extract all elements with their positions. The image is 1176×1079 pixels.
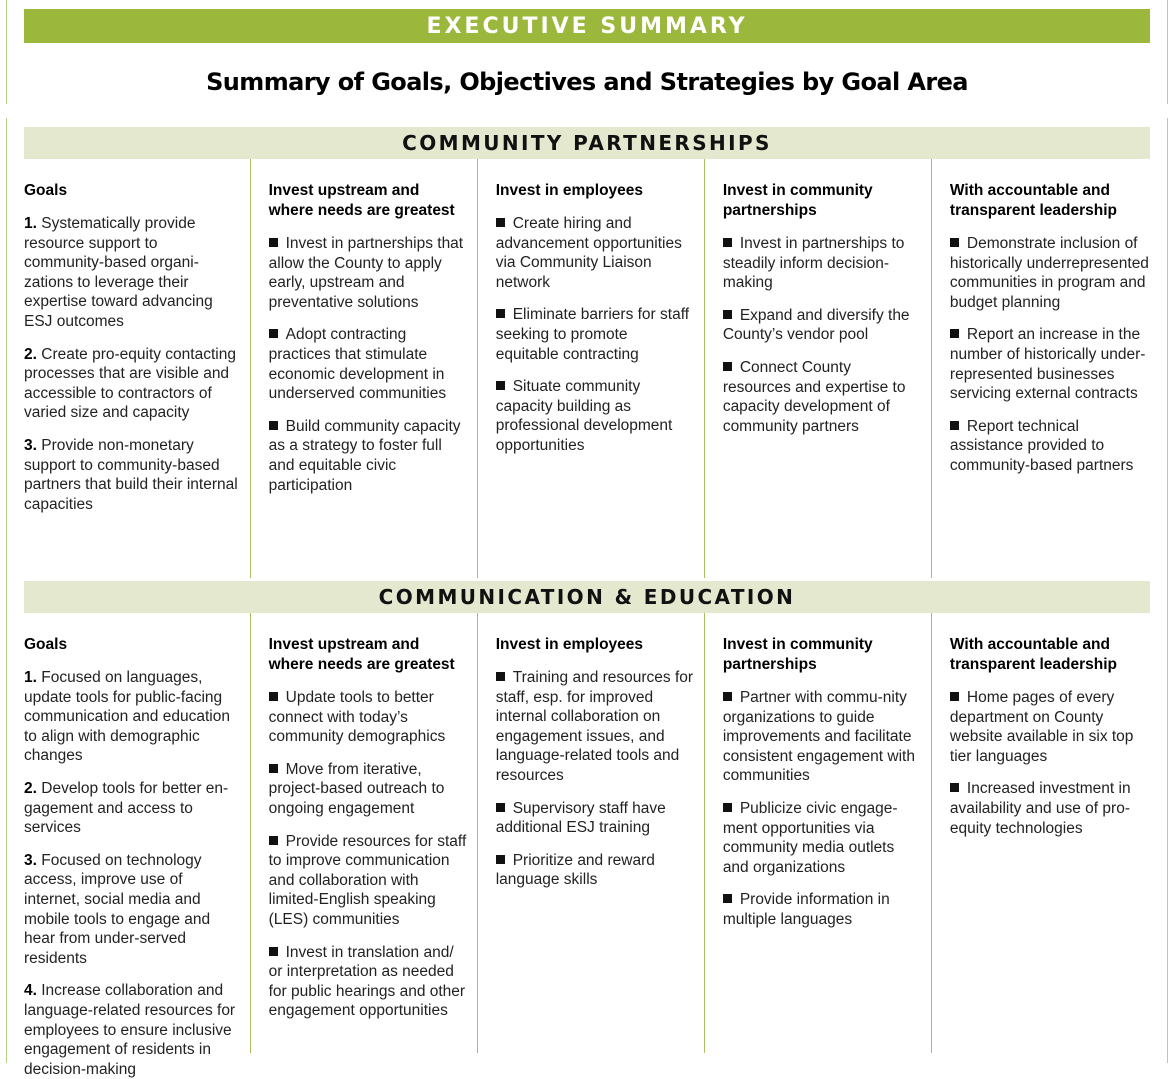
square-bullet-icon [269, 764, 278, 773]
column-title: With accountable and transparent leadership [949, 182, 1118, 219]
strategy-item [269, 943, 467, 1021]
item-text: Focused on technology access, improve use of internet, social media and mobile tools to engage and hear from under-served residents [24, 851, 211, 967]
square-bullet-icon [723, 238, 732, 247]
goal-item [24, 345, 240, 423]
square-bullet-icon [269, 421, 278, 430]
square-bullet-icon [950, 692, 959, 701]
strategy-item [950, 325, 1149, 403]
item-text: Create pro-equity contacting processes that are visible and accessible to contractors of varied size and capacity [24, 345, 236, 422]
item-text: Adopt contracting practices that stimulate economic development in underserved communities [268, 326, 447, 403]
item-text: Prioritize and reward language skills [495, 851, 655, 889]
column-title: Invest upstream and where needs are greatest [268, 182, 455, 219]
goal-number: 1. [24, 215, 37, 232]
item-text: Connect County resources and expertise to capacity development of community partners [722, 358, 906, 435]
square-bullet-icon [950, 329, 959, 338]
item-text: Report an increase in the number of historically under-represented businesses servicing external contracts [949, 326, 1146, 403]
column [251, 613, 478, 1053]
goal-item [24, 214, 240, 332]
column-title: Invest upstream and where needs are greatest [268, 636, 455, 673]
square-bullet-icon [950, 421, 959, 430]
executive-summary-banner: EXECUTIVE SUMMARY [24, 9, 1150, 43]
square-bullet-icon [496, 309, 505, 318]
item-text: Increased investment in availability and use of pro-equity technologies [949, 780, 1131, 837]
item-text: Invest in partnerships to steadily inform decision-making [722, 235, 905, 292]
goal-item [24, 668, 240, 766]
square-bullet-icon [269, 836, 278, 845]
item-text: Provide resources for staff to improve communication and collaboration with limited-English speaking (LES) communities [268, 832, 467, 928]
goal-item [24, 981, 240, 1079]
goal-item [24, 436, 240, 514]
goal-number: 3. [24, 851, 37, 869]
column [705, 159, 932, 578]
strategy-item [269, 234, 467, 312]
square-bullet-icon [269, 238, 278, 247]
column [478, 613, 705, 1053]
section-community-partnerships [24, 159, 1159, 578]
square-bullet-icon [496, 381, 505, 390]
strategy-item [950, 417, 1149, 476]
square-bullet-icon [950, 238, 959, 247]
strategy-item [496, 668, 694, 786]
column-title: Invest in community partnerships [722, 636, 873, 673]
column [932, 159, 1159, 578]
item-text: Eliminate barriers for staff seeking to promote equitable contracting [495, 306, 690, 363]
strategy-item [496, 305, 694, 364]
square-bullet-icon [723, 310, 732, 319]
goal-number: 3. [24, 436, 37, 454]
strategy-item [269, 760, 467, 819]
item-text: Training and resources for staff, esp. for improved internal collaboration on engagement issues, and language-related tools and resources [495, 669, 694, 784]
goal-number: 2. [24, 779, 37, 797]
square-bullet-icon [269, 329, 278, 338]
goal-item [24, 851, 240, 969]
section-header-community-partnerships: COMMUNITY PARTNERSHIPS [24, 127, 1150, 159]
strategy-item [269, 688, 467, 747]
goal-number: 2. [24, 345, 37, 363]
strategy-item [496, 851, 694, 890]
square-bullet-icon [496, 218, 505, 227]
strategy-item [950, 779, 1149, 838]
item-text: Provide non-monetary support to community-based partners that build their internal capacities [24, 436, 238, 513]
column [24, 159, 251, 578]
square-bullet-icon [723, 803, 732, 812]
item-text: Publicize civic engage-ment opportunities via community media outlets and organizations [722, 799, 898, 876]
page-title: Summary of Goals, Objectives and Strategies by Goal Area [206, 68, 968, 96]
strategy-item [723, 234, 921, 293]
square-bullet-icon [269, 692, 278, 701]
item-text: Move from iterative, project-based outreach to ongoing engagement [268, 760, 445, 817]
section-header-communication-education: COMMUNICATION & EDUCATION [24, 581, 1150, 613]
item-text: Partner with commu-nity organizations to guide improvements and facilitate consistent engagement with communities [722, 689, 915, 785]
strategy-item [723, 306, 921, 345]
column-title: Goals [24, 636, 68, 653]
strategy-item [950, 688, 1149, 766]
item-text: Situate community capacity building as professional development opportunities [495, 378, 673, 454]
item-text: Increase collaboration and language-related resources for employees to ensure inclusive engagement of residents in decision-making [24, 982, 236, 1078]
item-text: Develop tools for better en-gagement and access to services [24, 779, 229, 837]
item-text: Systematically provide resource support to community-based organi-zations to leverage their expertise toward advancing ESJ outcomes [24, 215, 213, 330]
column-title: Invest in employees [495, 182, 644, 199]
item-text: Demonstrate inclusion of historically underrepresented communities in program and budget planning [949, 235, 1149, 311]
square-bullet-icon [496, 803, 505, 812]
square-bullet-icon [723, 692, 732, 701]
item-text: Expand and diversify the County’s vendor pool [722, 306, 910, 344]
strategy-item [269, 325, 467, 403]
goal-number: 1. [24, 669, 37, 686]
column-title: Invest in employees [495, 636, 644, 653]
square-bullet-icon [496, 672, 505, 681]
item-text: Invest in partnerships that allow the County to apply early, upstream and preventative solutions [268, 235, 464, 311]
strategy-item [723, 358, 921, 436]
goal-number: 4. [24, 982, 37, 1000]
strategy-item [723, 799, 921, 877]
column [705, 613, 932, 1053]
column [932, 613, 1159, 1053]
strategy-item [950, 234, 1149, 312]
strategy-item [269, 832, 467, 930]
column [478, 159, 705, 578]
column [251, 159, 478, 578]
item-text: Create hiring and advancement opportunities via Community Liaison network [495, 215, 682, 291]
strategy-item [496, 214, 694, 292]
square-bullet-icon [950, 783, 959, 792]
column-title: With accountable and transparent leadership [949, 636, 1118, 673]
item-text: Supervisory staff have additional ESJ training [495, 799, 666, 837]
square-bullet-icon [723, 894, 732, 903]
goal-item [24, 779, 240, 838]
square-bullet-icon [269, 947, 278, 956]
item-text: Focused on languages, update tools for public-facing communication and education to align with demographic changes [24, 669, 230, 765]
item-text: Provide information in multiple languages [722, 891, 890, 928]
item-text: Invest in translation and/ or interpretation as needed for public hearings and other engagement opportunities [268, 943, 466, 1020]
divider-strip [6, 104, 1168, 118]
strategy-item [496, 799, 694, 838]
strategy-item [269, 417, 467, 495]
item-text: Build community capacity as a strategy to foster full and equitable civic participation [268, 417, 461, 494]
item-text: Home pages of every department on County website available in six top tier languages [949, 689, 1134, 765]
column [24, 613, 251, 1078]
strategy-item [496, 377, 694, 455]
strategy-item [723, 688, 921, 786]
strategy-item [723, 890, 921, 929]
square-bullet-icon [496, 855, 505, 864]
column-title: Goals [24, 182, 68, 199]
item-text: Report technical assistance provided to community-based partners [949, 417, 1134, 474]
section-communication-education [24, 613, 1159, 1078]
square-bullet-icon [723, 362, 732, 371]
column-title: Invest in community partnerships [722, 182, 873, 219]
item-text: Update tools to better connect with today’s community demographics [268, 689, 446, 746]
